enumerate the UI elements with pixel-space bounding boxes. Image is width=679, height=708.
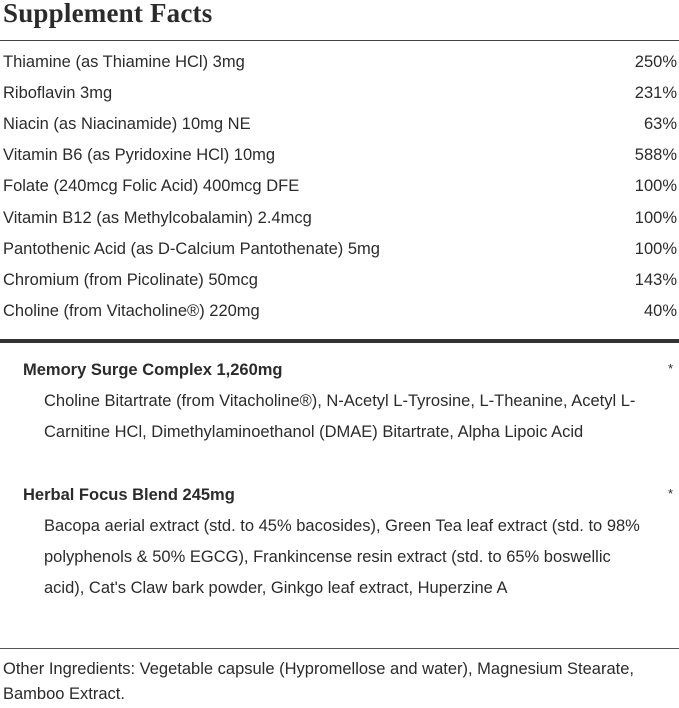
nutrient-name: Vitamin B12 (as Methylcobalamin) 2.4mcg	[3, 208, 312, 227]
nutrient-daily-value: 100%	[634, 208, 677, 227]
nutrient-row	[0, 78, 679, 109]
nutrient-name: Folate (240mcg Folic Acid) 400mcg DFE	[3, 177, 300, 196]
nutrient-list	[0, 47, 679, 327]
blend-daily-value: *	[667, 361, 673, 376]
blend-ingredients: Bacopa aerial extract (std. to 45% bacosides), Green Tea leaf extract (std. to 98% polyphenols & 50% EGCG), Frankincense resin extract (std. to 65% boswellic acid), Cat's Claw bark powder, Ginkgo leaf extract, Huperzine A	[44, 517, 640, 597]
nutrient-name: Pantothenic Acid (as D-Calcium Pantothenate) 5mg	[3, 239, 380, 258]
nutrient-daily-value: 250%	[634, 53, 677, 72]
blend-header	[0, 486, 679, 505]
nutrient-daily-value: 100%	[634, 177, 677, 196]
other-ingredients: Other Ingredients: Vegetable capsule (Hypromellose and water), Magnesium Stearate, Bamboo Extract.	[3, 660, 635, 703]
nutrient-row	[0, 265, 679, 296]
nutrient-name: Choline (from Vitacholine®) 220mg	[3, 301, 260, 320]
nutrient-row	[0, 109, 679, 140]
thick-divider	[0, 339, 679, 343]
nutrient-row	[0, 47, 679, 78]
nutrient-name: Vitamin B6 (as Pyridoxine HCl) 10mg	[3, 146, 276, 165]
top-divider	[0, 40, 679, 41]
nutrient-name: Riboflavin 3mg	[3, 84, 113, 103]
nutrient-daily-value: 40%	[643, 301, 677, 320]
blend-header	[0, 361, 679, 380]
nutrient-name: Chromium (from Picolinate) 50mcg	[3, 270, 258, 289]
blend-ingredients: Choline Bitartrate (from Vitacholine®), N-Acetyl L-Tyrosine, L-Theanine, Acetyl L-Carnitine HCl, Dimethylaminoethanol (DMAE) Bitartrate, Alpha Lipoic Acid	[44, 392, 636, 441]
nutrient-name: Niacin (as Niacinamide) 10mg NE	[3, 115, 251, 134]
nutrient-row	[0, 140, 679, 171]
bottom-divider	[0, 648, 679, 649]
nutrient-daily-value: 100%	[634, 239, 677, 258]
nutrient-row	[0, 202, 679, 233]
blend-name: Memory Surge Complex 1,260mg	[23, 361, 283, 379]
nutrient-daily-value: 143%	[634, 270, 677, 289]
nutrient-row	[0, 171, 679, 202]
blend-herbal-focus	[0, 486, 679, 604]
nutrient-row	[0, 296, 679, 327]
blend-memory-surge	[0, 361, 679, 448]
blend-name: Herbal Focus Blend 245mg	[23, 486, 235, 504]
nutrient-name: Thiamine (as Thiamine HCl) 3mg	[3, 53, 245, 72]
nutrient-daily-value: 588%	[634, 146, 677, 165]
nutrient-daily-value: 231%	[634, 84, 677, 103]
nutrient-row	[0, 234, 679, 265]
nutrient-daily-value: 63%	[643, 115, 677, 134]
blend-daily-value: *	[667, 486, 673, 501]
panel-title: Supplement Facts	[3, 0, 213, 28]
